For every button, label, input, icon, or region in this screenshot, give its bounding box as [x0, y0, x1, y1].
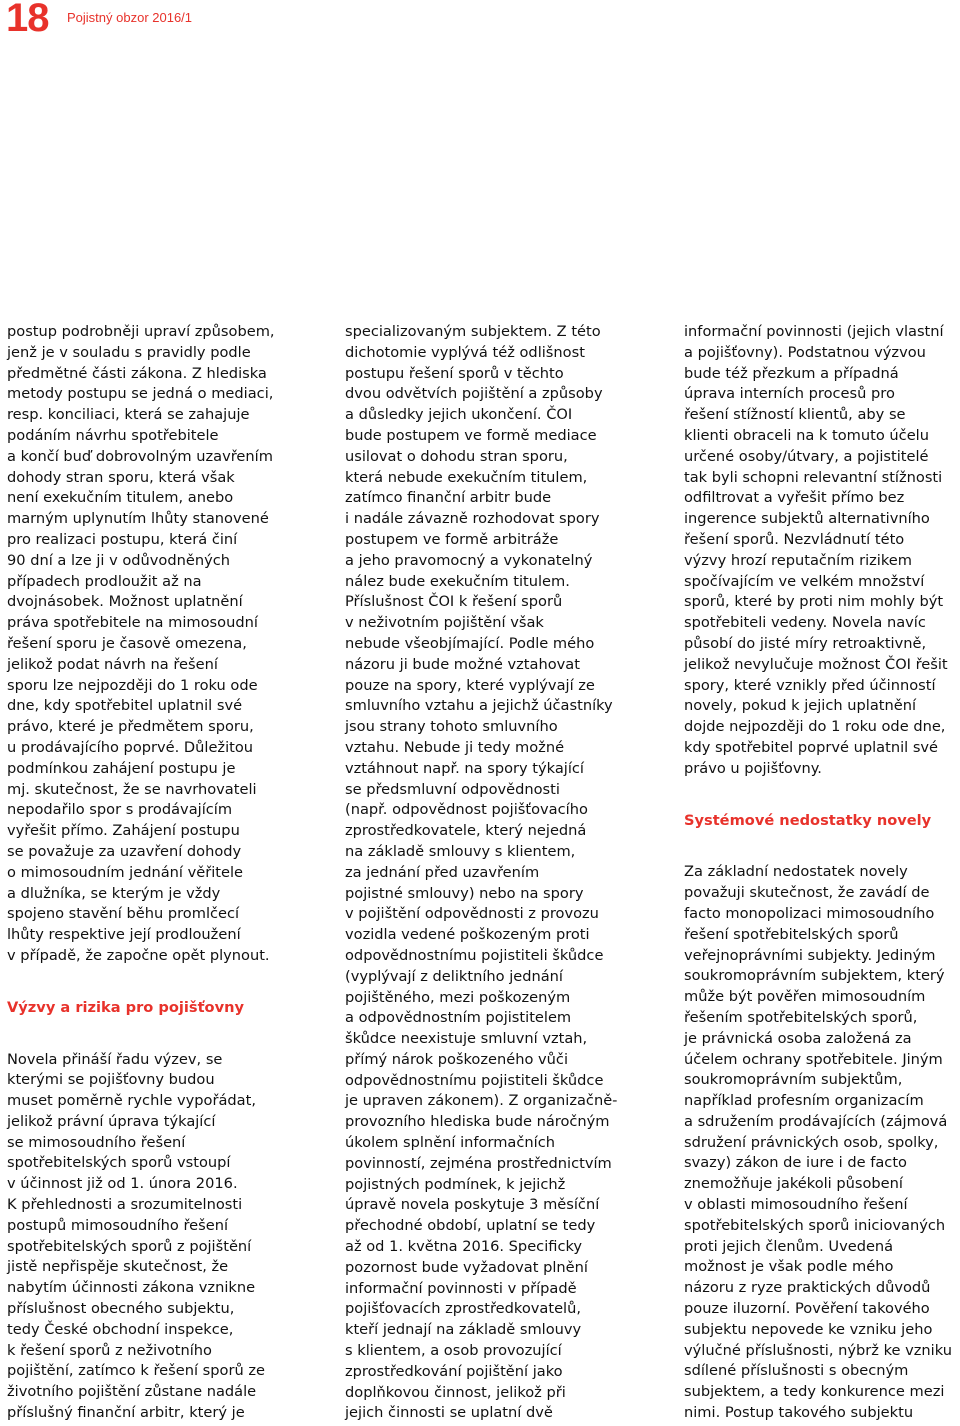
text-line: bude postupem ve formě mediace	[345, 426, 597, 444]
text-line: klienti obraceli na k tomuto účelu	[684, 426, 929, 444]
text-line: názoru z ryze praktických důvodů	[684, 1279, 931, 1297]
text-line: spotřebitelských sporů iniciovaných	[684, 1216, 946, 1234]
text-line: a dlužníka, se kterým je vždy	[7, 884, 221, 902]
text-line: usilovat o dohodu stran sporu,	[345, 447, 568, 465]
text-line: jsou strany tohoto smluvního	[345, 718, 558, 736]
text-line: určené osoby/útvary, a pojistitelé	[684, 447, 929, 465]
text-line: nepodařilo spor s prodávajícím	[7, 801, 233, 819]
text-line: nimi. Postup takového subjektu	[684, 1404, 914, 1422]
text-line: a pojišťovny). Podstatnou výzvou	[684, 343, 926, 361]
text-line: metody postupu se jedná o mediaci,	[7, 385, 274, 403]
text-line: řešení sporů. Nezvládnutí této	[684, 530, 905, 548]
text-line: soukromoprávním subjektem, který	[684, 967, 945, 985]
text-line: nabytím účinnosti zákona vznikne	[7, 1279, 256, 1297]
text-line: může být pověřen mimosoudním	[684, 988, 926, 1006]
section-heading-shortcomings: Systémové nedostatky novely	[684, 811, 932, 829]
text-line: sdružení právnických osob, spolky,	[684, 1133, 939, 1151]
text-line: vozidla vedené poškozeným proti	[345, 926, 590, 944]
paragraph	[684, 322, 960, 780]
text-line: životního pojištění zůstane nadále	[7, 1383, 257, 1401]
text-line: proti jejich členům. Uvedená	[684, 1237, 894, 1255]
text-line: výlučné příslušnosti, nýbrž ke vzniku	[684, 1341, 952, 1359]
text-line: sdílené příslušnosti s obecným	[684, 1362, 909, 1380]
text-line: na základě smlouvy s klientem,	[345, 842, 576, 860]
text-line: právo, které je předmětem sporu,	[7, 718, 254, 736]
page-number: 18	[6, 0, 49, 40]
column-3	[684, 322, 960, 1424]
text-line: není exekučním titulem, anebo	[7, 489, 234, 507]
text-line: k řešení sporů z neživotního	[7, 1341, 212, 1359]
text-line: výzvy hrozí reputačním rizikem	[684, 551, 912, 569]
text-line: vztáhnout např. na spory týkající	[345, 759, 584, 777]
text-line: a končí buď dobrovolným uzavřením	[7, 447, 273, 465]
text-line: (vyplývají z deliktního jednání	[345, 967, 563, 985]
text-line: informační povinnosti (jejich vlastní	[684, 323, 944, 340]
text-line: o mimosoudním jednání věřitele	[7, 863, 244, 881]
text-line: řešení sporu je časově omezena,	[7, 634, 247, 652]
text-line: pojišťovacích zprostředkovatelů,	[345, 1300, 581, 1318]
text-line: předmětné části zákona. Z hlediska	[7, 364, 267, 382]
text-line: odpovědnostnímu pojistiteli škůdce	[345, 1071, 604, 1089]
text-line: postupem ve formě arbitráže	[345, 530, 559, 548]
text-line: spotřebitelských sporů vstoupí	[7, 1154, 231, 1172]
text-line: názoru ji bude možné vztahovat	[345, 655, 580, 673]
text-line: sporu lze nejpozději do 1 roku ode	[7, 676, 258, 694]
text-line: dvojnásobek. Možnost uplatnění	[7, 593, 243, 611]
text-line: zprostředkování pojištění jako	[345, 1362, 563, 1380]
text-line: odpovědnostnímu pojistiteli škůdce	[345, 946, 604, 964]
text-line: působí do jisté míry retroaktivně,	[684, 634, 927, 652]
text-line: se mimosoudního řešení	[7, 1133, 186, 1151]
text-line: Příslušnost ČOI k řešení sporů	[345, 593, 563, 611]
text-line: možnost je však podle mého	[684, 1258, 894, 1276]
text-line: práva spotřebitele na mimosoudní	[7, 614, 258, 632]
text-line: provozního hlediska bude náročným	[345, 1113, 610, 1131]
text-line: tak byli schopni relevantní stížnosti	[684, 468, 943, 486]
text-line: znemožňuje jakékoli působení	[684, 1175, 903, 1193]
text-line: postup podrobněji upraví způsobem,	[7, 323, 275, 340]
text-line: která nebude exekučním titulem,	[345, 468, 588, 486]
text-line: smluvního vztahu a jejichž účastníky	[345, 697, 613, 715]
text-line: podmínkou zahájení postupu je	[7, 759, 236, 777]
text-line: subjektem, a tedy konkurence mezi	[684, 1383, 945, 1401]
text-line: sporů, které by proti nim mohly být	[684, 593, 944, 611]
text-line: případech prodloužit až na	[7, 572, 202, 590]
text-line: i nadále závazně rozhodovat spory	[345, 510, 600, 528]
text-line: podáním návrhu spotřebitele	[7, 426, 219, 444]
text-line: je právnická osoba založená za	[684, 1029, 912, 1047]
text-line: lhůty respektive její prodloužení	[7, 926, 241, 944]
text-line: úprava interních procesů pro	[684, 385, 895, 403]
text-line: spojeno stavění běhu promlčecí	[7, 905, 240, 923]
text-line: za jednání před uzavřením	[345, 863, 540, 881]
text-line: postupu řešení sporů v těchto	[345, 364, 564, 382]
text-line: v případě, že započne opět plynout.	[7, 946, 270, 964]
text-line: v pojištění odpovědnosti z provozu	[345, 905, 599, 923]
text-line: až od 1. května 2016. Specificky	[345, 1238, 583, 1256]
column-2	[345, 322, 645, 1424]
text-line: úpravě novela poskytuje 3 měsíční	[345, 1196, 600, 1214]
text-line: bude též přezkum a případná	[684, 364, 899, 382]
text-line: doplňkovou činnost, jelikož při	[345, 1383, 566, 1401]
publication-title: Pojistný obzor 2016/1	[67, 10, 193, 25]
text-line: postupů mimosoudního řešení	[7, 1216, 229, 1234]
text-line: jelikož nevylučuje možnost ČOI řešit	[684, 655, 948, 673]
text-line: mj. skutečnost, že se navrhovateli	[7, 780, 257, 798]
paragraph	[7, 322, 307, 967]
text-line: právo u pojišťovny.	[684, 759, 822, 777]
text-line: odfiltrovat a vyřešit přímo bez	[684, 489, 905, 507]
text-line: dne, kdy spotřebitel uplatnil své	[7, 697, 243, 715]
paragraph	[7, 1050, 307, 1424]
text-line: jelikož právní úprava týkající	[7, 1112, 216, 1130]
text-line: řešením spotřebitelských sporů,	[684, 1008, 918, 1026]
page-header	[0, 0, 960, 40]
text-line: pojištění, zatímco k řešení sporů ze	[7, 1362, 265, 1380]
text-line: v oblasti mimosoudního řešení	[684, 1196, 908, 1214]
text-line: zatímco finanční arbitr bude	[345, 489, 552, 507]
text-line: pro realizaci postupu, která činí	[7, 530, 238, 548]
text-line: dvou odvětvích pojištění a způsoby	[345, 385, 603, 403]
text-line: jenž je v souladu s pravidly podle	[7, 343, 251, 361]
text-line: spočívajícím ve velkém množství	[684, 572, 925, 590]
text-line: škůdce neexistuje smluvní vztah,	[345, 1030, 588, 1048]
text-line: Novela přináší řadu výzev, se	[7, 1050, 223, 1068]
text-line: pojištěného, mezi poškozeným	[345, 988, 571, 1006]
text-line: (např. odpovědnost pojišťovacího	[345, 801, 588, 819]
text-line: informační povinnosti v případě	[345, 1279, 577, 1297]
text-line: a jeho pravomocný a vykonatelný	[345, 551, 593, 569]
text-line: například profesním organizacím	[684, 1092, 924, 1110]
text-line: specializovaným subjektem. Z této	[345, 323, 601, 340]
text-line: pojistných podmínek, k jejichž	[345, 1175, 566, 1193]
text-line: jistě nepřispěje skutečnost, že	[7, 1258, 229, 1276]
text-line: 90 dní a lze ji v odůvodněných	[7, 551, 231, 569]
text-line: považuji skutečnost, že zavádí de	[684, 884, 930, 902]
text-line: pojistné smlouvy) nebo na spory	[345, 884, 584, 902]
text-line: kdy spotřebitel poprvé uplatnil své	[684, 738, 939, 756]
text-line: dichotomie vyplývá též odlišnost	[345, 343, 585, 361]
text-line: pouze na spory, které vyplývají ze	[345, 676, 595, 694]
text-line: u prodávajícího poprvé. Důležitou	[7, 738, 254, 756]
text-line: ingerence subjektů alternativního	[684, 510, 930, 528]
text-line: dohody stran sporu, která však	[7, 468, 235, 486]
text-line: vyřešit přímo. Zahájení postupu	[7, 822, 240, 840]
text-line: vztahu. Nebude ji tedy možné	[345, 738, 565, 756]
text-line: příslušný finanční arbitr, který je	[7, 1404, 245, 1422]
text-line: subjektu nepovede ke vzniku jeho	[684, 1320, 933, 1338]
text-line: zprostředkovatele, který nejedná	[345, 822, 587, 840]
text-line: nález bude exekučním titulem.	[345, 572, 570, 590]
text-line: spotřebiteli vedeny. Novela navíc	[684, 614, 926, 632]
text-line: nebude všeobjímající. Podle mého	[345, 634, 595, 652]
text-line: jelikož podat návrh na řešení	[7, 655, 218, 673]
text-line: v neživotním pojištění však	[345, 614, 544, 632]
text-line: se předsmluvní odpovědnosti	[345, 780, 560, 798]
text-line: přímý nárok poškozeného vůči	[345, 1050, 569, 1068]
text-line: marným uplynutím lhůty stanovené	[7, 510, 269, 528]
text-line: příslušnost obecného subjektu,	[7, 1300, 235, 1318]
text-line: spotřebitelských sporů z pojištění	[7, 1237, 252, 1255]
text-line: soukromoprávním subjektům,	[684, 1071, 903, 1089]
text-line: novely, pokud k jejich uplatnění	[684, 697, 917, 715]
text-line: řešení stížností klientů, aby se	[684, 406, 906, 424]
text-line: je upraven zákonem). Z organizačně-	[345, 1092, 618, 1110]
text-line: pozornost bude vyžadovat plnění	[345, 1258, 588, 1276]
text-line: přechodné období, uplatní se tedy	[345, 1217, 596, 1235]
text-line: v účinnost již od 1. února 2016.	[7, 1175, 238, 1193]
text-line: K přehlednosti a srozumitelnosti	[7, 1196, 243, 1214]
text-line: a odpovědnostním pojistitelem	[345, 1009, 572, 1027]
paragraph	[684, 862, 960, 1424]
text-line: svazy) zákon de iure i de facto	[684, 1154, 907, 1172]
text-line: a důsledky jejich ukončení. ČOI	[345, 406, 573, 424]
text-line: kterými se pojišťovny budou	[7, 1071, 215, 1089]
text-line: se považuje za uzavření dohody	[7, 842, 242, 860]
text-line: Za základní nedostatek novely	[684, 863, 908, 881]
text-line: povinností, zejména prostřednictvím	[345, 1154, 612, 1172]
text-line: s klientem, a osob provozující	[345, 1342, 562, 1360]
text-line: pouze iluzorní. Pověření takového	[684, 1300, 930, 1318]
text-line: muset poměrně rychle vypořádat,	[7, 1092, 256, 1110]
text-line: facto monopolizaci mimosoudního	[684, 904, 935, 922]
text-line: spory, které vznikly před účinností	[684, 676, 936, 694]
text-line: tedy České obchodní inspekce,	[7, 1320, 234, 1338]
text-line: resp. konciliaci, která se zahajuje	[7, 406, 250, 424]
text-line: kteří jednají na základě smlouvy	[345, 1321, 582, 1339]
text-line: jejich činnosti se uplatní dvě	[345, 1404, 553, 1422]
text-line: účelem ochrany spotřebitele. Jiným	[684, 1050, 943, 1068]
paragraph	[345, 322, 645, 1424]
section-heading-challenges: Výzvy a rizika pro pojišťovny	[7, 998, 244, 1016]
text-line: dojde nejpozději do 1 roku ode dne,	[684, 718, 946, 736]
text-line: úkolem splnění informačních	[345, 1134, 555, 1152]
text-line: veřejnoprávními subjekty. Jediným	[684, 946, 936, 964]
column-1	[7, 322, 307, 1424]
text-line: a sdružením prodávajících (zájmová	[684, 1112, 948, 1130]
text-line: řešení spotřebitelských sporů	[684, 925, 899, 943]
